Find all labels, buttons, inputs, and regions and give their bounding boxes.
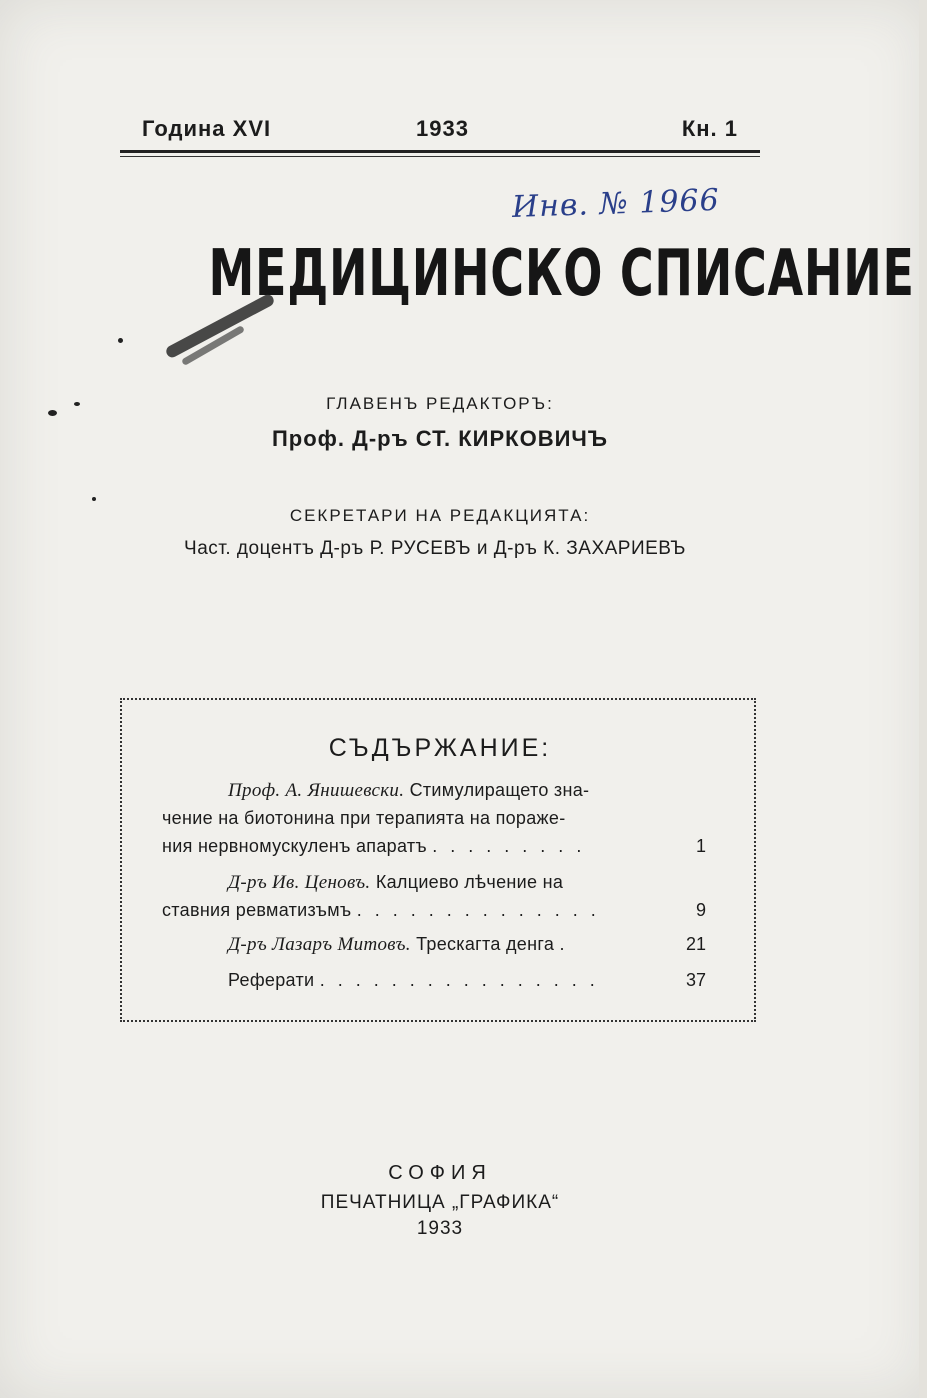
ink-speck <box>92 497 96 501</box>
toc-entry-1-author: Проф. А. Янишевски. <box>228 780 405 801</box>
secretaries-label: СЕКРЕТАРИ НА РЕДАКЦИЯТА: <box>289 506 591 525</box>
toc-entry-3-page: 21 <box>685 934 706 954</box>
table-of-contents <box>120 698 756 1022</box>
page-edge <box>919 0 927 1398</box>
imprint-year: 1933 <box>416 1218 464 1239</box>
issue-number: Кн. 1 <box>681 116 738 141</box>
toc-entry-1-page: 1 <box>695 836 706 856</box>
toc-entry-1-title-part-2: чение на биотонина при терапията на пораже- <box>162 808 566 828</box>
editor-label: ГЛАВЕНЪ РЕДАКТОРЪ: <box>326 394 554 413</box>
contents-title: СЪДЪРЖАНИЕ: <box>328 734 552 762</box>
journal-title: МЕДИЦИНСКО СПИСАНИЕ <box>208 237 915 311</box>
imprint-printer: ПЕЧАТНИЦА „ГРАФИКА“ <box>320 1192 560 1213</box>
toc-entry-2-line-2 <box>162 900 642 921</box>
toc-entry-1-title-part-3: ния нервномускуленъ апаратъ <box>162 836 427 856</box>
toc-entry-1-line-3 <box>162 836 642 857</box>
toc-entry-2-page: 9 <box>695 900 706 920</box>
toc-entry-4-title: Реферати <box>228 970 315 990</box>
toc-entry-1-title-part-1: Стимулиращето зна- <box>409 780 590 800</box>
volume-year-label: Година XVI <box>142 116 272 141</box>
toc-entry-2-line-1 <box>228 872 708 894</box>
handwritten-inventory-note: Инв. № 1966 <box>511 182 721 226</box>
toc-entry-1-line-1 <box>228 780 708 802</box>
editor-name: Проф. Д-ръ СТ. КИРКОВИЧЪ <box>271 426 609 451</box>
toc-entry-4-page: 37 <box>685 970 706 990</box>
toc-entry-2-title-part-2: ставния ревматизъмъ <box>162 900 352 920</box>
toc-leader-dots: . . . . . . . . . . . . . . <box>356 900 600 920</box>
toc-entry-2-title-part-1: Калциево лѣчение на <box>375 872 564 892</box>
imprint-city: СОФИЯ <box>388 1162 492 1184</box>
publication-year: 1933 <box>416 116 469 141</box>
toc-leader-dots: . . . . . . . . . . . . . . . . <box>319 970 599 990</box>
header-rule-thick <box>120 150 760 153</box>
toc-entry-4-line-1 <box>228 970 708 991</box>
secretaries-names: Част. доцентъ Д-ръ Р. РУСЕВЪ и Д-ръ К. ЗАХАРИЕВЪ <box>184 538 686 559</box>
header-rule-thin <box>120 156 760 157</box>
toc-leader-dots: . . . . . . . . . <box>432 836 586 856</box>
toc-entry-3-author: Д-ръ Лазаръ Митовъ. <box>228 934 411 955</box>
ink-speck <box>118 338 123 343</box>
toc-entry-3-title: Трескагта денга <box>416 934 555 954</box>
toc-leader-dots: . <box>559 934 569 954</box>
toc-entry-2-author: Д-ръ Ив. Ценовъ. <box>228 872 371 893</box>
issue-header <box>120 112 760 146</box>
toc-entry-3-line-1 <box>228 934 708 956</box>
